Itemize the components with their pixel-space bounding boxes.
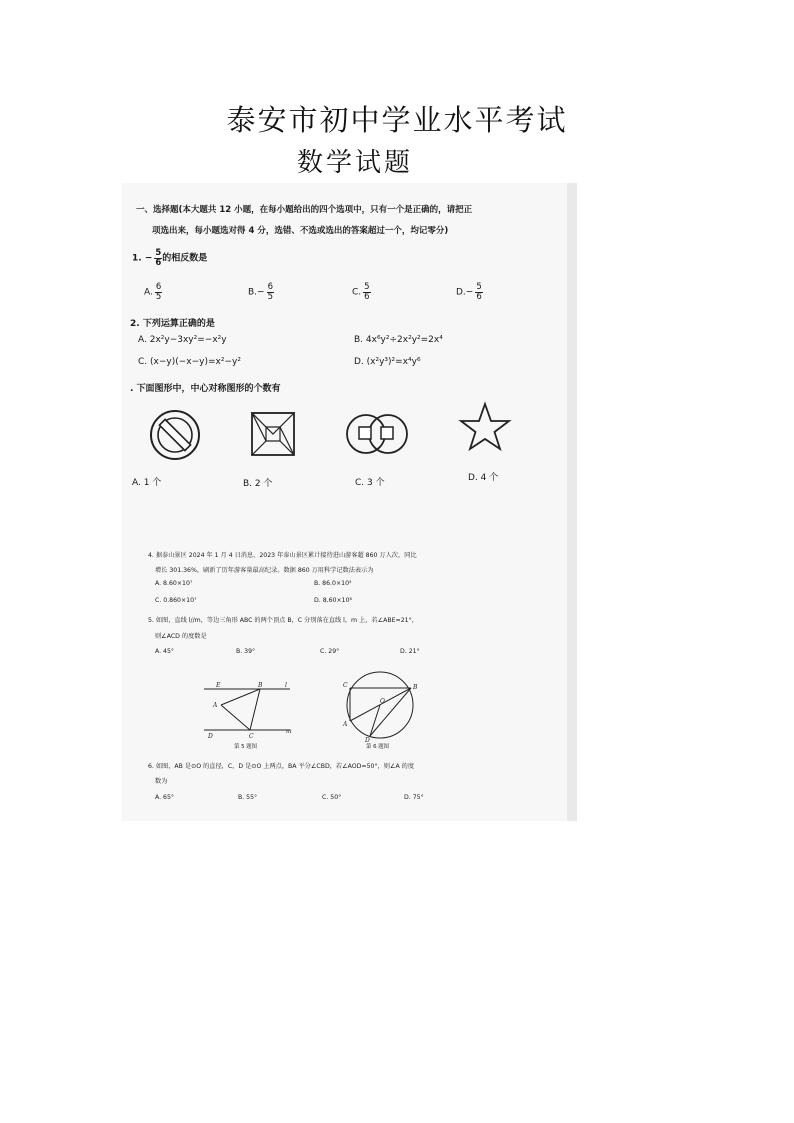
q3-option-c: C. 3 个 [355, 478, 385, 488]
fig5-label-l: l [285, 682, 287, 689]
exam-title: 泰安市初中学业水平考试 [226, 103, 568, 137]
q6-option-b: B. 55° [238, 794, 258, 801]
q1-a-den: 5 [155, 291, 162, 302]
question-2: 2. 下列运算正确的是 [130, 319, 215, 329]
q6-option-a: A. 65° [155, 794, 175, 801]
fig5-label-d: D [208, 733, 213, 740]
fig6-label-a: A [343, 721, 348, 728]
fig5-label-a: A [213, 702, 218, 709]
q6-option-d: D. 75° [404, 794, 424, 801]
fig6-label-b: B [413, 684, 418, 691]
q3-option-b: B. 2 个 [243, 479, 273, 489]
question-4-line1: 4. 据泰山景区 2024 年 1 月 4 日消息，2023 年泰山景区累计接待进山游客超 860 万人次，同比 [148, 552, 417, 559]
q1-b-den: 5 [267, 291, 274, 302]
question-5-line2: 则∠ACD 的度数是 [155, 633, 207, 640]
q3-option-d: D. 4 个 [468, 473, 499, 483]
fig6-label-o: O [380, 698, 385, 705]
q1-option-c [352, 283, 371, 301]
question-5-line1: 5. 如图，直线 l//m，等边三角形 ABC 的两个顶点 B，C 分别落在直线 l，m 上，若∠ABE=21°， [148, 617, 418, 624]
q1-c-den: 6 [364, 291, 370, 302]
question-1 [132, 249, 207, 267]
q1-c-label: C. [352, 287, 362, 298]
q5-option-c: C. 29° [320, 648, 340, 655]
figure-6-caption: 第 6 题图 [366, 744, 390, 750]
q1-d-label: D. [456, 287, 466, 298]
q1-d-sign: − [465, 287, 474, 298]
q2-option-d: D. (x²y³)²=x⁴y⁶ [354, 357, 421, 367]
q1-d-num: 5 [476, 282, 482, 292]
q2-option-a: A. 2x²y−3xy²=−x²y [138, 335, 227, 345]
q3-option-a: A. 1 个 [132, 478, 162, 488]
section-instructions-line2: 项选出来，每小题选对得 4 分，选错、不选或选出的答案超过一个，均记零分) [152, 226, 449, 236]
q4-option-b: B. 86.0×10⁵ [314, 580, 352, 587]
q5-option-d: D. 21° [400, 648, 420, 655]
q1-option-a [144, 283, 162, 301]
figure-5-diagram [202, 681, 294, 741]
fig5-label-e: E [216, 682, 221, 689]
scan-edge [567, 183, 577, 821]
q1-prefix: 1. − [132, 253, 153, 264]
q1-option-d [456, 283, 483, 301]
question-6-line2: 数为 [155, 778, 168, 785]
q4-option-c: C. 0.860×10⁷ [155, 597, 197, 604]
figure-5-caption: 第 5 题图 [234, 744, 258, 750]
q2-option-c: C. (x−y)(−x−y)=x²−y² [138, 357, 241, 367]
no-entry-sign-icon [146, 409, 206, 464]
question-3: . 下面图形中，中心对称图形的个数有 [130, 384, 281, 394]
figure-6-diagram [340, 667, 420, 743]
question-4-line2: 增长 301.36%，刷新了历年游客量最高纪录。数据 860 万用科学记数法表示为 [155, 567, 374, 574]
fig6-label-c: C [343, 682, 348, 689]
q1-den: 6 [155, 257, 162, 268]
q1-a-label: A. [144, 287, 153, 298]
q1-a-num: 6 [155, 282, 162, 292]
q1-b-sign: − [257, 287, 265, 298]
q6-option-c: C. 50° [322, 794, 342, 801]
double-coin-icon [344, 411, 410, 457]
fig5-label-m: m [286, 728, 292, 735]
fig6-label-d: D [365, 737, 370, 743]
fig5-label-b: B [258, 682, 263, 689]
scanned-exam-page [122, 183, 577, 821]
fig5-label-c: C [249, 733, 254, 740]
section-instructions-line1: 一、选择题(本大题共 12 小题，在每小题给出的四个选项中，只有一个是正确的，请把正 [136, 205, 473, 215]
pinwheel-square-icon [248, 409, 298, 459]
q2-option-b: B. 4x⁶y²÷2x²y²=2x⁴ [354, 335, 443, 345]
q4-option-a: A. 8.60×10⁷ [155, 580, 193, 587]
q1-option-b [248, 283, 274, 301]
question-6-line1: 6. 如图，AB 是⊙O 的直径，C，D 是⊙O 上两点，BA 平分∠CBD，若∠AOD=50°，则∠A 的度 [148, 763, 415, 770]
q1-b-num: 6 [267, 282, 274, 292]
q5-option-a: A. 45° [155, 648, 175, 655]
q1-b-label: B. [248, 287, 258, 298]
five-pointed-star-icon [458, 401, 512, 453]
exam-subtitle: 数学试题 [296, 148, 413, 178]
q1-d-den: 6 [476, 291, 482, 302]
q1-num: 5 [155, 248, 162, 258]
q4-option-d: D. 8.60×10⁶ [314, 597, 353, 604]
q1-suffix: 的相反数是 [162, 253, 208, 264]
q5-option-b: B. 39° [236, 648, 256, 655]
q1-c-num: 5 [364, 282, 370, 292]
